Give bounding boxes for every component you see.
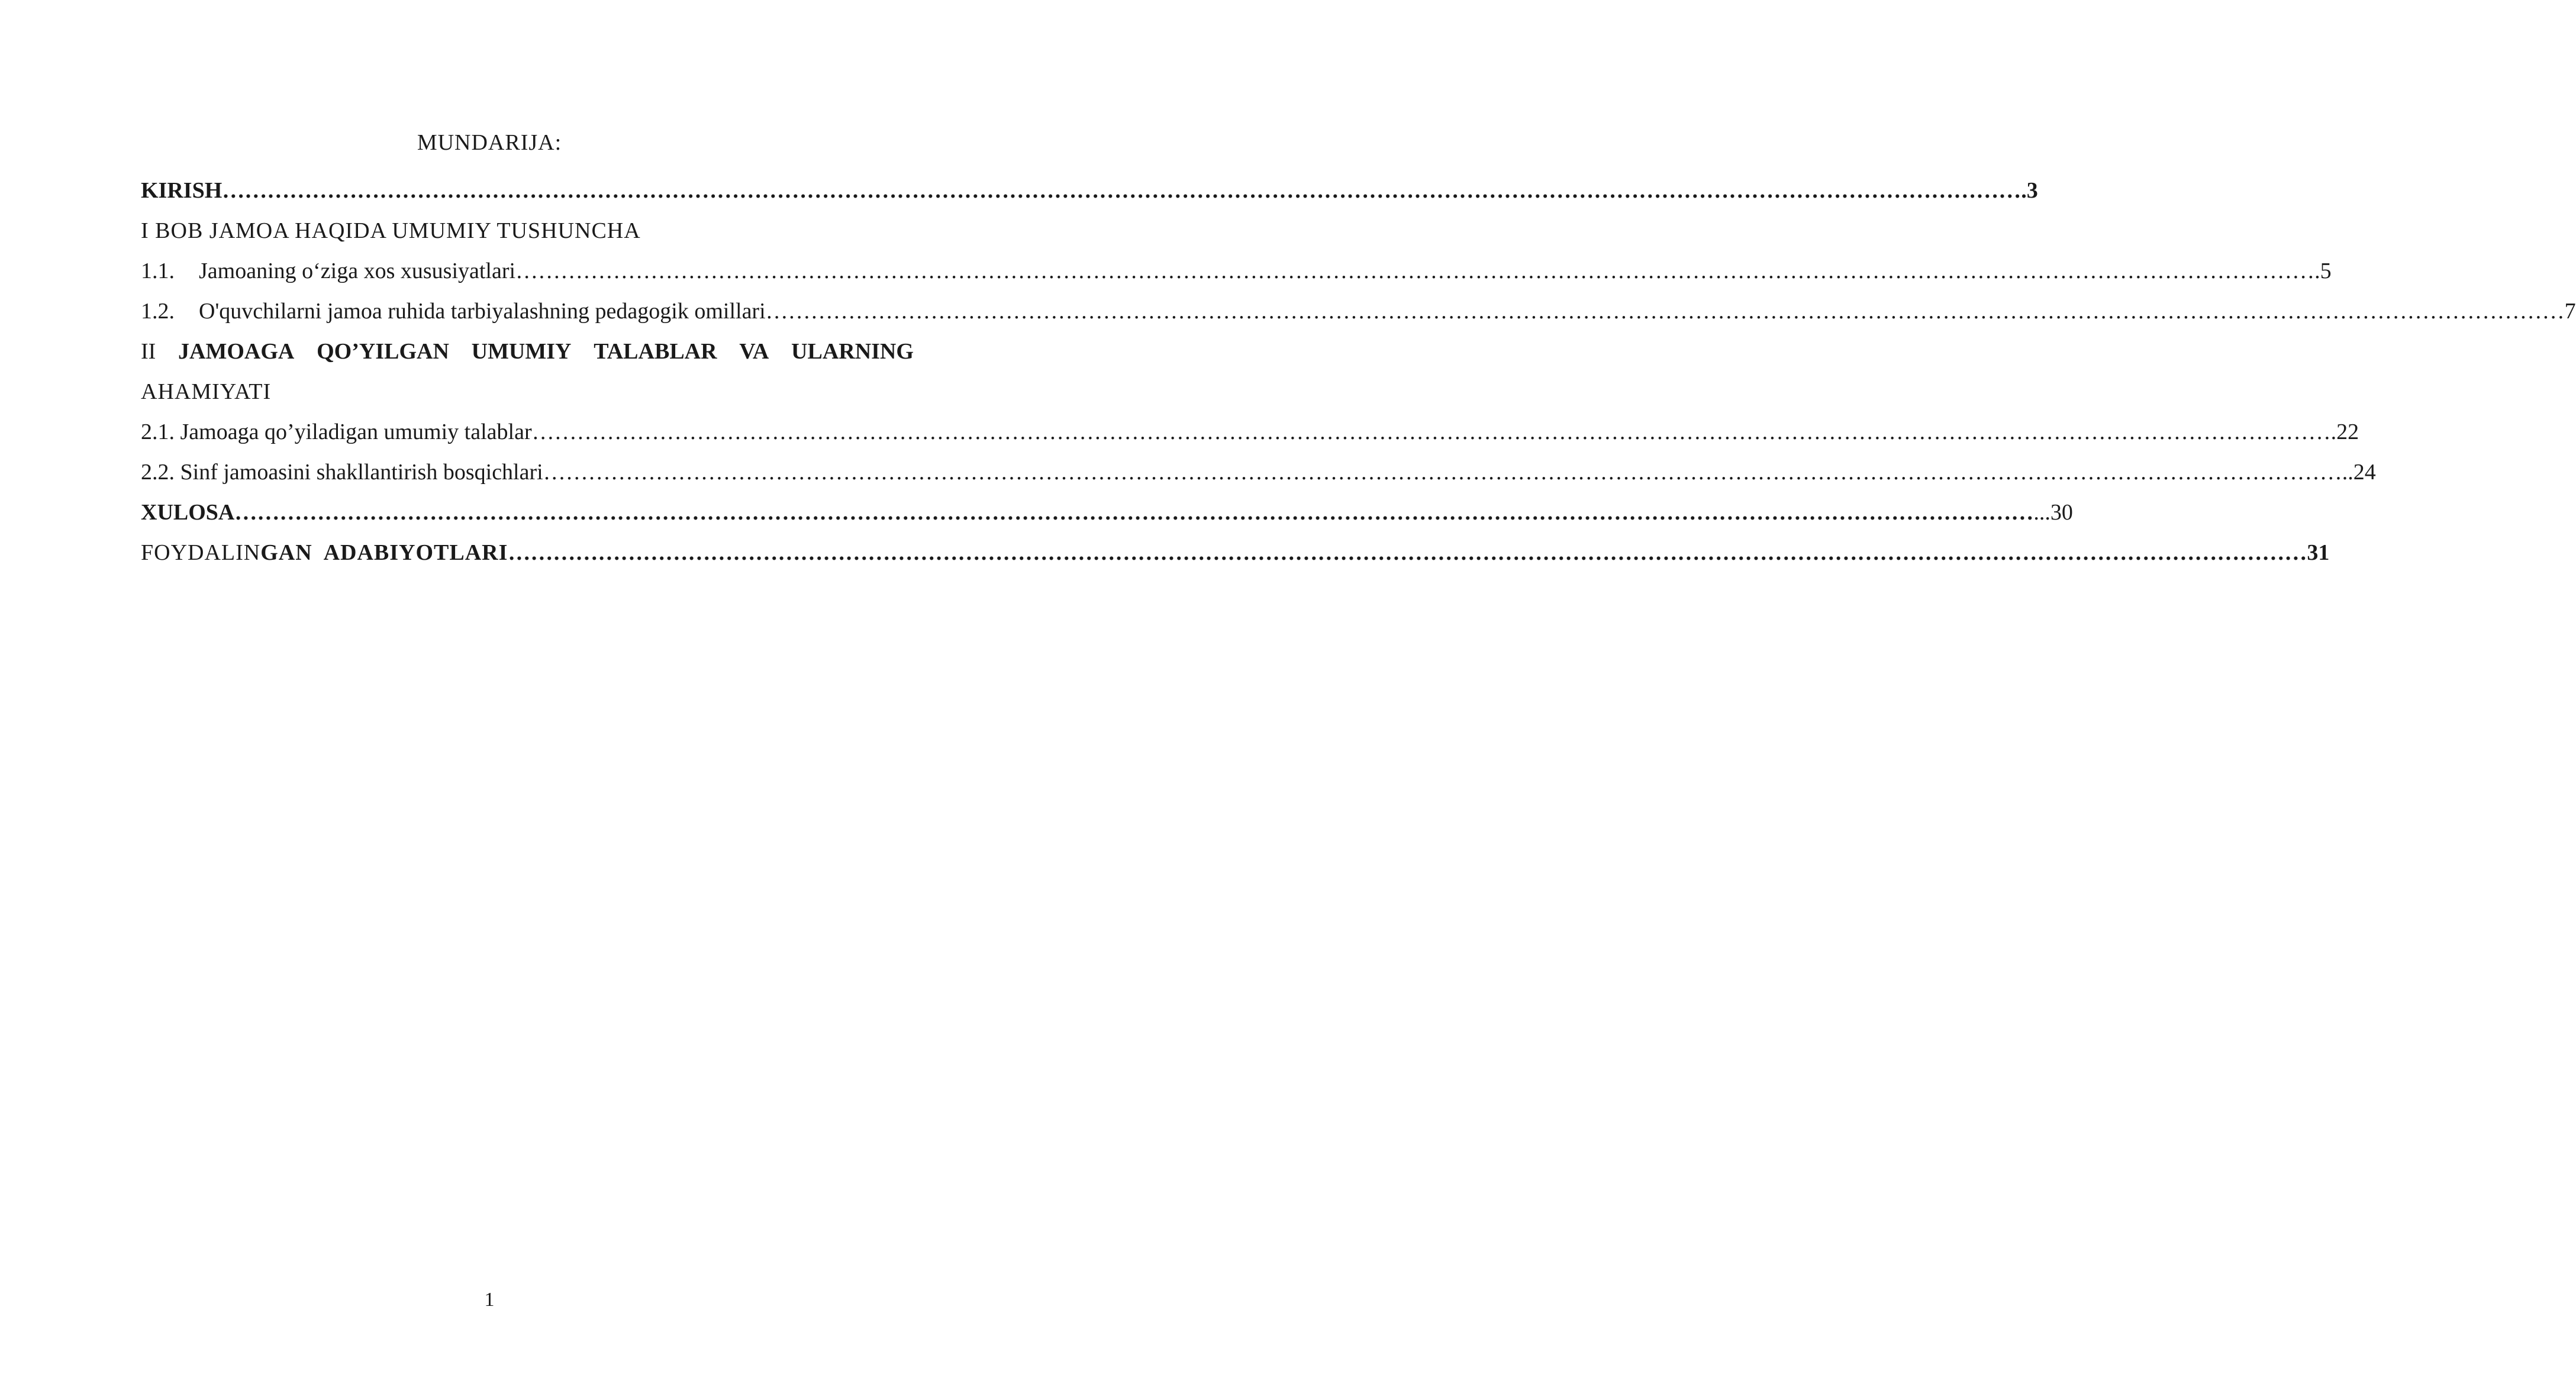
chapter-word: QO’YILGAN bbox=[317, 339, 449, 364]
toc-entry-label: XULOSA bbox=[141, 500, 235, 525]
toc-entry-adabiyotlar[interactable] bbox=[141, 535, 2330, 570]
toc-entry-label bbox=[141, 253, 515, 289]
chapter-word: UMUMIY bbox=[471, 339, 572, 364]
toc-entry-1-1[interactable] bbox=[141, 253, 2332, 289]
toc-entry-label bbox=[141, 535, 508, 570]
dot-leader: …………………………………………………………………………………………………………………………………………………………………………………………………………………… bbox=[543, 460, 2342, 485]
dot-leader: …………………………………………………………………………………………………………………………………………………………………………………………………………………… bbox=[531, 420, 2331, 444]
dot-leader: …………………………………………………………………………………………………………………………………………………………………………………………………………………… bbox=[222, 178, 2022, 203]
toc-entry-label: 2.2. Sinf jamoasini shakllantirish bosqichlari bbox=[141, 460, 543, 485]
chapter-prefix: II bbox=[141, 339, 156, 364]
dot-leader: …………………………………………………………………………………………………………………………………………………………………………………………………………………… bbox=[234, 500, 2034, 525]
toc-entry-page: 7 bbox=[2564, 299, 2576, 324]
toc-entry-page: .3 bbox=[2021, 178, 2038, 203]
toc-entry-page: ..24 bbox=[2342, 460, 2376, 485]
toc-entry-label: I BOB JAMOA HAQIDA UMUMIY TUSHUNCHA bbox=[141, 218, 641, 243]
section-title: O'quvchilarni jamoa ruhida tarbiyalashning pedagogik omillari bbox=[199, 299, 766, 324]
toc-entry-page: ...30 bbox=[2033, 500, 2073, 525]
label-regular: FOYDALIN bbox=[141, 540, 261, 565]
chapter-word: TALABLAR bbox=[594, 339, 717, 364]
chapter-word: VA bbox=[739, 339, 769, 364]
toc-chapter-1[interactable] bbox=[141, 213, 914, 249]
toc-entry-page: .5 bbox=[2314, 259, 2332, 283]
toc-entry-xulosa[interactable] bbox=[141, 495, 2073, 530]
dot-leader: …………………………………………………………………………………………………………………………………………………………………………………………………………………… bbox=[765, 299, 2565, 324]
label-bold: GAN ADABIYOTLARI bbox=[260, 540, 508, 565]
dot-leader: …………………………………………………………………………………………………………………………………………………………………………………………………………………… bbox=[508, 540, 2307, 565]
chapter-word: ULARNING bbox=[791, 339, 914, 364]
section-number: 1.2. bbox=[141, 299, 175, 324]
section-number: 1.1. bbox=[141, 259, 175, 283]
toc-entry-kirish[interactable] bbox=[141, 173, 2038, 208]
toc-entry-page: 31 bbox=[2307, 540, 2330, 565]
toc-entry-label: 2.1. Jamoaga qo’yiladigan umumiy talablar bbox=[141, 420, 532, 444]
toc-entry-label bbox=[141, 293, 766, 329]
toc-entry-1-2[interactable] bbox=[141, 293, 2576, 329]
chapter-title-continued: AHAMIYATI bbox=[141, 379, 272, 404]
section-title: Jamoaning o‘ziga xos xususiyatlari bbox=[199, 259, 516, 283]
chapter-word: JAMOAGA bbox=[178, 339, 295, 364]
toc-chapter-2[interactable] bbox=[141, 334, 914, 369]
toc-entry-label: KIRISH bbox=[141, 178, 223, 203]
toc-entry-page: .22 bbox=[2330, 420, 2359, 444]
dot-leader: …………………………………………………………………………………………………………………………………………………………………………………………………………………… bbox=[515, 259, 2315, 283]
page-number: 1 bbox=[484, 1289, 495, 1311]
toc-chapter-2-continued bbox=[141, 374, 914, 409]
toc-entry-2-1[interactable] bbox=[141, 414, 2359, 450]
toc-entry-2-2[interactable] bbox=[141, 454, 2376, 490]
toc-title: MUNDARIJA: bbox=[417, 130, 562, 155]
